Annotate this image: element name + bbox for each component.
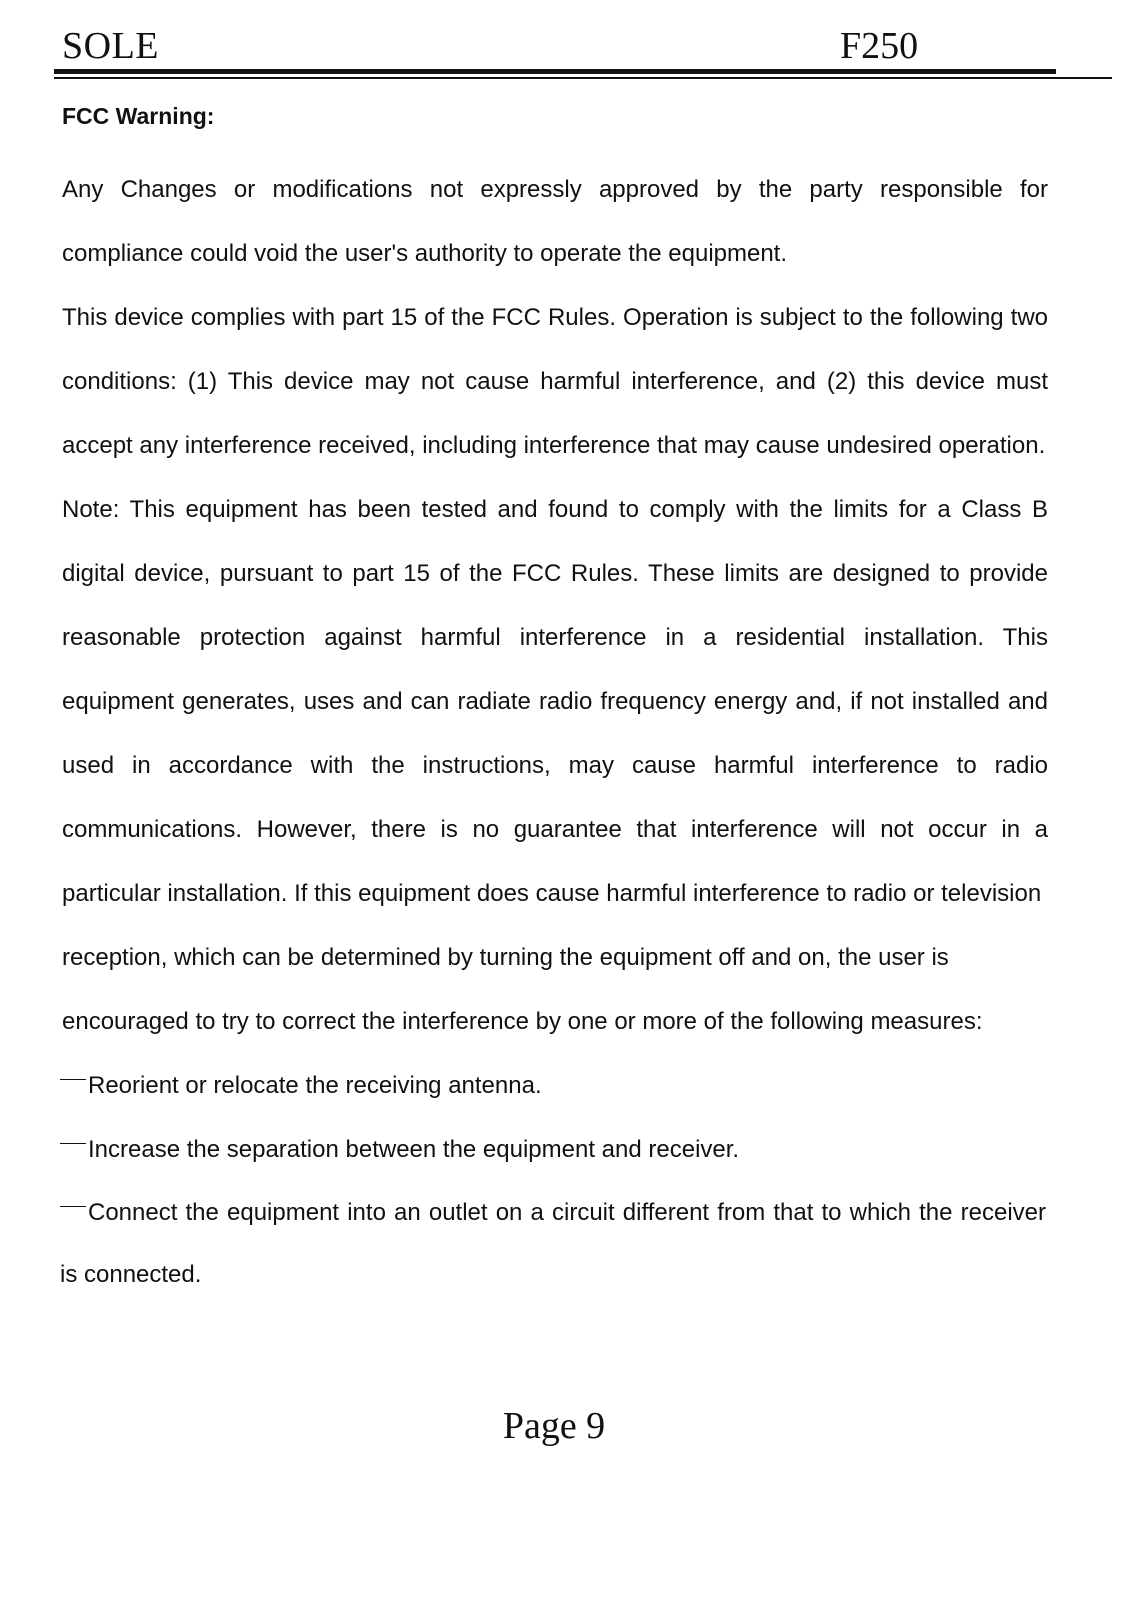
- model-name: F250: [840, 25, 919, 67]
- section-heading: FCC Warning:: [62, 103, 215, 129]
- page-number: Page 9: [502, 1405, 606, 1447]
- measure-item: [60, 1054, 1046, 1118]
- measure-text: Connect the equipment into an outlet on a circuit different from that to which the receiver is connected.: [60, 1199, 1046, 1288]
- paragraph-modifications: Any Changes or modifications not expressly approved by the party responsible for compliance could void the user's authority to operate the equipment.: [62, 176, 1048, 267]
- paragraph-note: Note: This equipment has been tested and found to comply with the limits for a Class B digital device, pursuant to part 15 of the FCC Rules. These limits are designed to provide reasonable protection against harmful interference in a residential installation. This equipment generates, uses and can radiate radio frequency energy and, if not installed and used in accordance with the instructions, may cause harmful interference to radio communications. However, there is no guarantee that interference will not occur in a particular installation. If this equipment does cause harmful interference to radio or television: [62, 496, 1048, 907]
- dash-icon: [60, 1206, 86, 1207]
- measure-item: [60, 1118, 1046, 1182]
- measure-text: Reorient or relocate the receiving antenna.: [88, 1072, 542, 1099]
- measure-text: Increase the separation between the equipment and receiver.: [88, 1136, 740, 1163]
- paragraph-reception: reception, which can be determined by turning the equipment off and on, the user is encouraged to try to correct the interference by one or more of the following measures:: [62, 944, 983, 1035]
- page-header: [56, 20, 1056, 66]
- header-rule-thin: [54, 77, 1112, 79]
- dash-icon: [60, 1143, 86, 1144]
- header-rule-thick: [54, 69, 1056, 74]
- document-body: [62, 96, 1048, 1306]
- dash-icon: [60, 1079, 86, 1080]
- brand-name: SOLE: [62, 25, 159, 67]
- measure-item: [60, 1182, 1046, 1306]
- paragraph-part15: This device complies with part 15 of the FCC Rules. Operation is subject to the following two conditions: (1) This device may not cause harmful interference, and (2) this device must accept any interference received, including interference that may cause undesired operation.: [62, 304, 1048, 459]
